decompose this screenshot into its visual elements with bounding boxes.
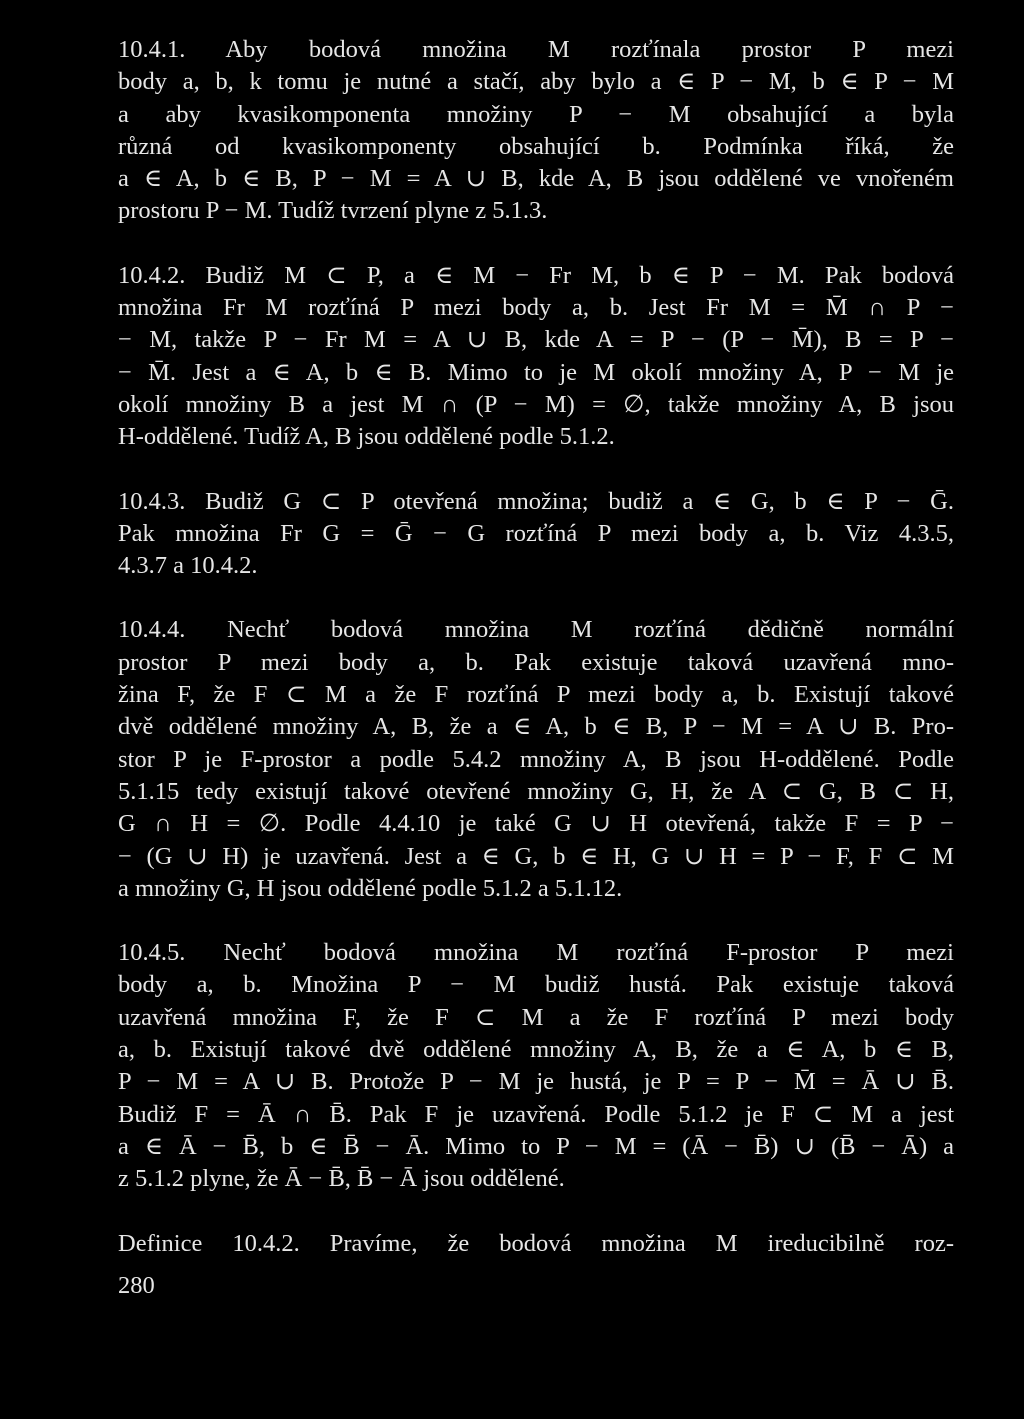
text-line: 10.4.5. Nechť bodová množina M rozťíná F-prostor P mezi	[118, 939, 954, 967]
text-line: různá od kvasikomponenty obsahující b. Podmínka říká, že	[118, 132, 954, 160]
text-line: 10.4.3. Budiž G ⊂ P otevřená množina; budiž a ∈ G, b ∈ P − Ḡ.	[118, 487, 954, 515]
text-line: dvě oddělené množiny A, B, že a ∈ A, b ∈ B, P − M = A ∪ B. Pro-	[118, 713, 954, 741]
text-line: a aby kvasikomponenta množiny P − M obsahující a byla	[118, 100, 954, 128]
text-line: uzavřená množina F, že F ⊂ M a že F rozťíná P mezi body	[118, 1003, 954, 1031]
text-line: Pak množina Fr G = Ḡ − G rozťíná P mezi body a, b. Viz 4.3.5,	[118, 519, 954, 547]
text-line: − (G ∪ H) je uzavřená. Jest a ∈ G, b ∈ H, G ∪ H = P − F, F ⊂ M	[118, 842, 954, 870]
paragraph-10-4-1	[118, 34, 954, 228]
text-line: 10.4.1. Aby bodová množina M rozťínala prostor P mezi	[118, 36, 954, 63]
text-line: stor P je F-prostor a podle 5.4.2 množiny A, B jsou H-oddělené. Podle	[118, 745, 954, 773]
paragraph-10-4-3	[118, 486, 954, 583]
text-line: okolí množiny B a jest M ∩ (P − M) = ∅, takže množiny A, B jsou	[118, 390, 954, 418]
text-line: − M, takže P − Fr M = A ∪ B, kde A = P − (P − M̄), B = P −	[118, 326, 954, 354]
text-line: H-oddělené. Tudíž A, B jsou oddělené podle 5.1.2.	[118, 423, 615, 451]
page-number: 280	[118, 1272, 155, 1299]
text-line: žina F, že F ⊂ M a že F rozťíná P mezi body a, b. Existují takové	[118, 681, 954, 709]
text-line: Budiž F = Ā ∩ B̄. Pak F je uzavřená. Podle 5.1.2 je F ⊂ M a jest	[118, 1100, 954, 1128]
text-line: body a, b, k tomu je nutné a stačí, aby bylo a ∈ P − M, b ∈ P − M	[118, 68, 954, 96]
text-line: a ∈ A, b ∈ B, P − M = A ∪ B, kde A, B jsou oddělené ve vnořeném	[118, 165, 954, 193]
text-line: z 5.1.2 plyne, že Ā − B̄, B̄ − Ā jsou oddělené.	[118, 1165, 565, 1193]
text-line: prostoru P − M. Tudíž tvrzení plyne z 5.1.3.	[118, 197, 548, 225]
text-line: a množiny G, H jsou oddělené podle 5.1.2 a 5.1.12.	[118, 874, 623, 902]
text-line: 10.4.4. Nechť bodová množina M rozťíná dědičně normální	[118, 616, 954, 644]
definition-10-4-2	[118, 1228, 954, 1260]
page-body	[118, 34, 954, 1260]
text-line: P − M = A ∪ B. Protože P − M je hustá, je P = P − M̄ = Ā ∪ B̄.	[118, 1068, 954, 1096]
text-line: − M̄. Jest a ∈ A, b ∈ B. Mimo to je M okolí množiny A, P − M je	[118, 358, 954, 386]
text-line: prostor P mezi body a, b. Pak existuje taková uzavřená mno-	[118, 648, 954, 676]
text-line: Definice 10.4.2. Pravíme, že bodová množina M ireducibilně roz-	[118, 1229, 954, 1257]
text-line: G ∩ H = ∅. Podle 4.4.10 je také G ∪ H otevřená, takže F = P −	[118, 810, 954, 838]
paragraph-10-4-4	[118, 614, 954, 905]
text-line: a ∈ Ā − B̄, b ∈ B̄ − Ā. Mimo to P − M = (Ā − B̄) ∪ (B̄ − Ā) a	[118, 1132, 954, 1160]
paragraph-10-4-2	[118, 260, 954, 454]
text-line: 4.3.7 a 10.4.2.	[118, 552, 258, 580]
text-line: body a, b. Množina P − M budiž hustá. Pak existuje taková	[118, 971, 954, 999]
text-line: a, b. Existují takové dvě oddělené množiny A, B, že a ∈ A, b ∈ B,	[118, 1036, 954, 1064]
text-line: 5.1.15 tedy existují takové otevřené množiny G, H, že A ⊂ G, B ⊂ H,	[118, 777, 954, 805]
text-line: 10.4.2. Budiž M ⊂ P, a ∈ M − Fr M, b ∈ P − M. Pak bodová	[118, 261, 954, 289]
text-line: množina Fr M rozťíná P mezi body a, b. Jest Fr M = M̄ ∩ P −	[118, 294, 954, 322]
paragraph-10-4-5	[118, 937, 954, 1195]
